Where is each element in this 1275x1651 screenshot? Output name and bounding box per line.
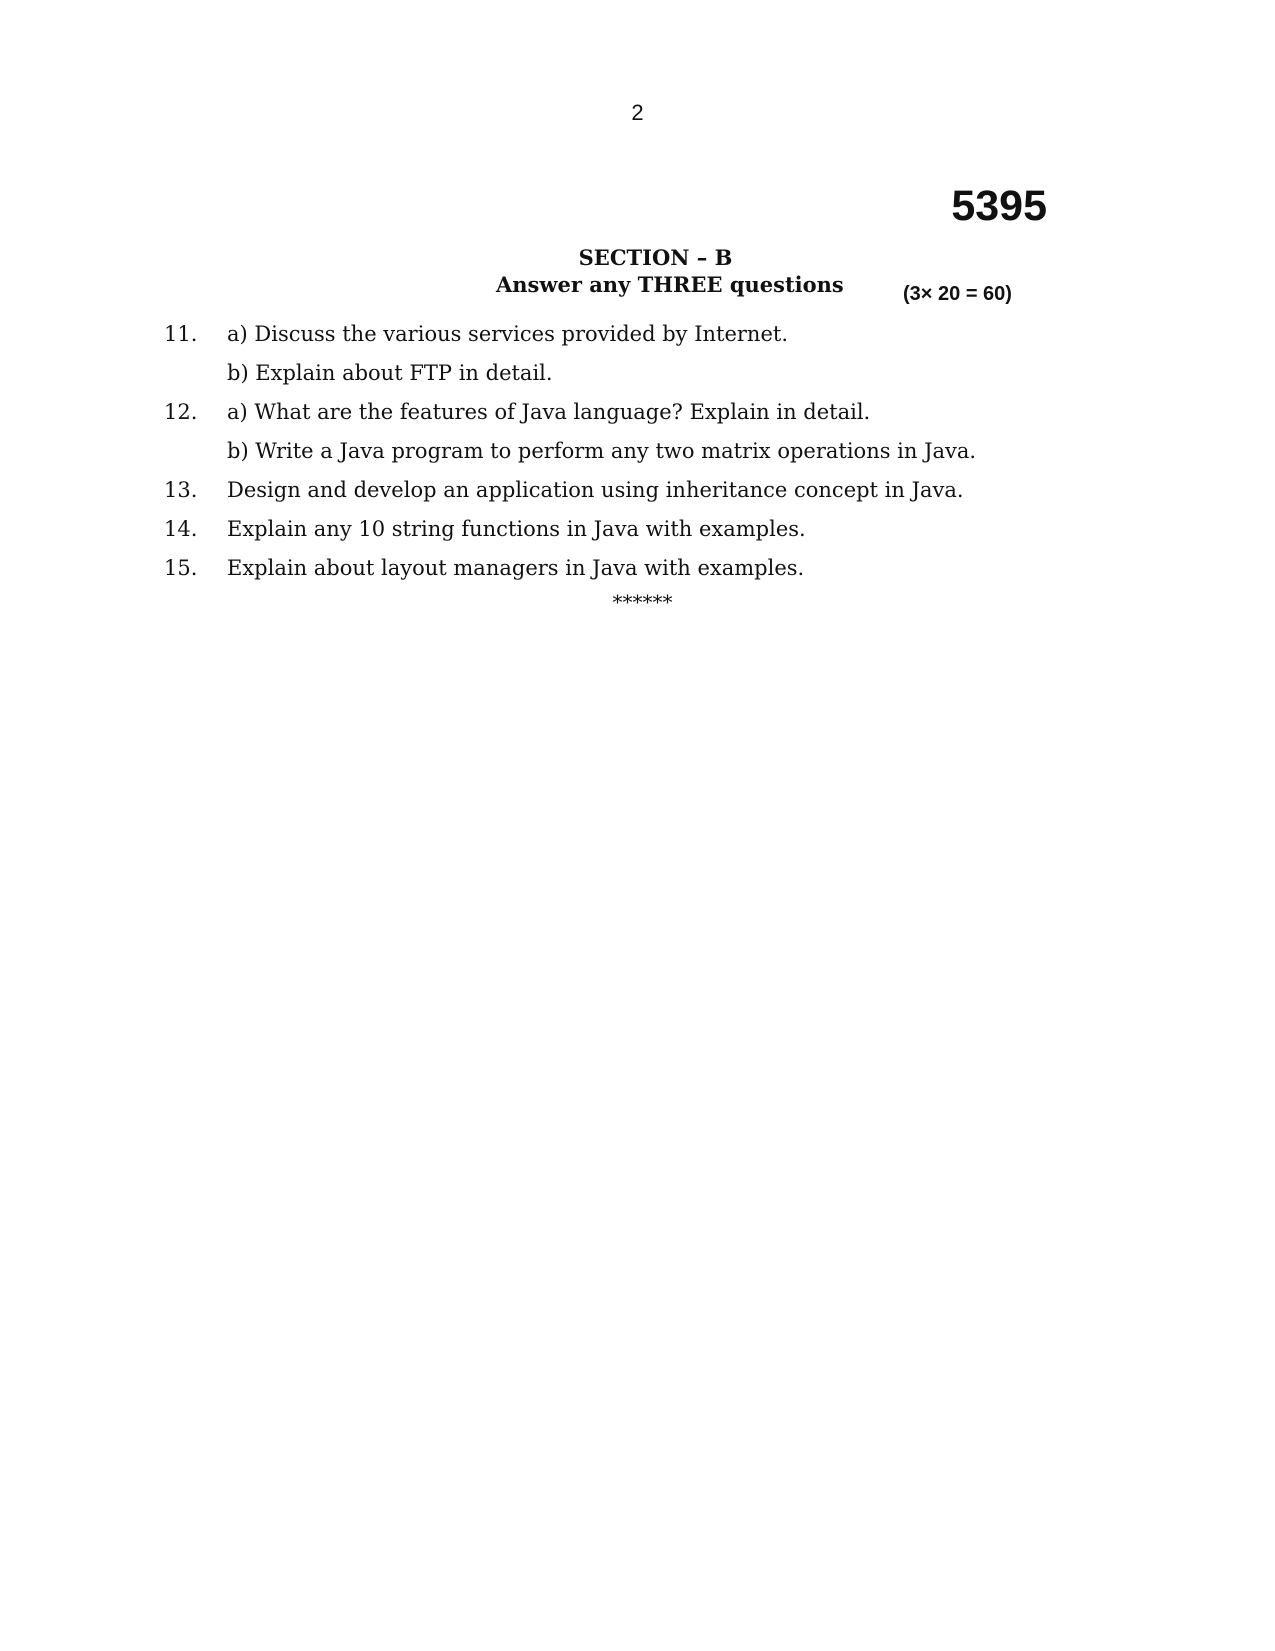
question-text: Explain about layout managers in Java with examples.: [227, 556, 805, 580]
question-row: [164, 432, 1044, 471]
question-number: 11.: [164, 322, 198, 346]
section-marks: (3× 20 = 60): [903, 283, 1012, 305]
page-number: 2: [631, 100, 644, 125]
question-list: [164, 315, 1044, 588]
question-row: [164, 354, 1044, 393]
section-instruction: Answer any THREE questions: [496, 272, 844, 297]
question-text: a) What are the features of Java language? Explain in detail.: [227, 400, 871, 424]
question-row: [164, 393, 1044, 432]
question-text: b) Write a Java program to perform any two matrix operations in Java.: [227, 439, 977, 463]
question-number: 14.: [164, 517, 198, 541]
question-number: 15.: [164, 556, 198, 580]
section-title: SECTION – B: [578, 245, 733, 270]
question-text: Explain any 10 string functions in Java with examples.: [227, 517, 806, 541]
question-text: Design and develop an application using inheritance concept in Java.: [227, 478, 964, 502]
question-number: 13.: [164, 478, 198, 502]
question-text: b) Explain about FTP in detail.: [227, 361, 553, 385]
question-row: [164, 315, 1044, 354]
paper-code: 5395: [951, 182, 1047, 230]
question-number: 12.: [164, 400, 198, 424]
question-row: [164, 549, 1044, 588]
end-mark: ******: [612, 590, 673, 614]
question-row: [164, 471, 1044, 510]
question-text: a) Discuss the various services provided by Internet.: [227, 322, 788, 346]
question-row: [164, 510, 1044, 549]
